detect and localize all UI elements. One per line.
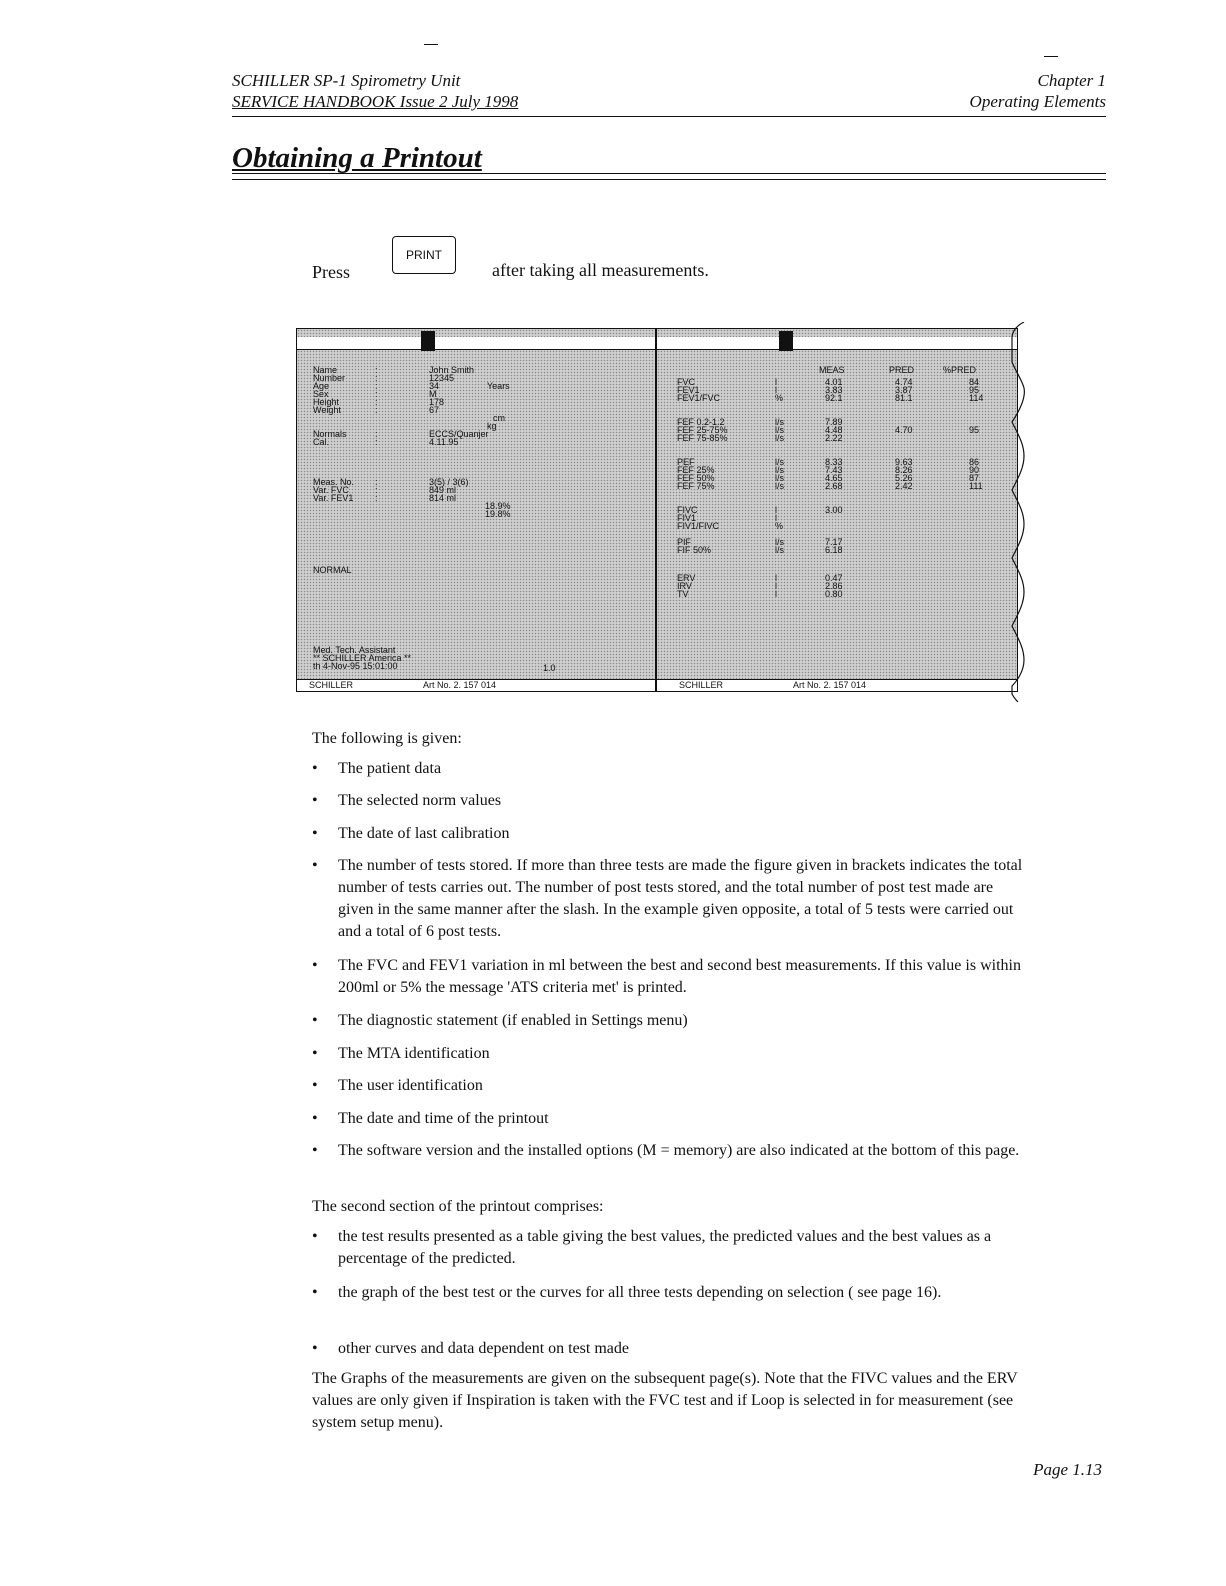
list-item: • The date of last calibration (312, 823, 1024, 845)
result-unit: l (775, 505, 777, 515)
variation-percent: 19.8% (485, 509, 511, 519)
result-predicted: 81.1 (895, 393, 913, 403)
user-identification: Med. Tech. Assistant (313, 645, 396, 655)
paper-marker (421, 331, 435, 351)
result-predicted: 5.26 (895, 473, 913, 483)
result-predicted: 9.63 (895, 457, 913, 467)
institution-identification: ** SCHILLER America ** (313, 653, 412, 663)
result-measured: 7.89 (825, 417, 843, 427)
list-item: • the graph of the best test or the curves for all three tests depending on selection ( see page 16). (312, 1282, 1024, 1304)
diagnostic-statement: NORMAL (313, 565, 352, 575)
result-parameter: FVC (677, 377, 695, 387)
result-parameter: PIF (677, 537, 692, 547)
header-right (970, 70, 1106, 112)
list-item: • The diagnostic statement (if enabled in Settings menu) (312, 1010, 1024, 1032)
result-unit: l (775, 513, 777, 523)
result-unit: l/s (775, 417, 784, 427)
paper-marker (779, 331, 793, 351)
patient-field-label: Meas. No. (313, 477, 355, 487)
result-predicted: 4.70 (895, 425, 913, 435)
printout-datetime: th 4-Nov-95 15:01:00 (313, 661, 398, 671)
field-separator: : (375, 437, 378, 447)
field-separator: : (375, 405, 378, 415)
field-separator: : (375, 373, 378, 383)
result-measured: 92.1 (825, 393, 843, 403)
result-parameter: FIV1 (677, 513, 697, 523)
after-text: after taking all measurements. (492, 260, 709, 280)
title-rule (232, 173, 1106, 174)
patient-field-value: 849 ml (429, 485, 457, 495)
result-measured: 4.65 (825, 473, 843, 483)
result-percent-predicted: 111 (969, 481, 983, 491)
printout-footer-right (656, 680, 1018, 692)
patient-field-unit: cm (493, 413, 505, 423)
result-parameter: FEF 25-75% (677, 425, 728, 435)
footer-artno: Art No. 2. 157 014 (793, 680, 867, 690)
result-unit: l (775, 573, 777, 583)
result-measured: 3.00 (825, 505, 843, 515)
result-unit: % (775, 521, 784, 531)
patient-field-value: 3(5) / 3(6) (429, 477, 469, 487)
result-measured: 8.33 (825, 457, 843, 467)
result-measured: 7.43 (825, 465, 843, 475)
result-unit: l/s (775, 537, 784, 547)
press-text: Press (312, 262, 351, 282)
paper-curl-icon (1006, 322, 1036, 702)
result-unit: l (775, 377, 777, 387)
list-item: • The number of tests stored. If more than three tests are made the figure given in brackets indicates the total number of tests carries out. The number of post tests stored, and the total number of post test made are given in the same manner after the slash. In the example given opposite, a total of 5 tests were carried out and a total of 6 post tests. (312, 855, 1024, 943)
header-issue: SERVICE HANDBOOK Issue 2 July 1998 (232, 92, 519, 111)
patient-field-label: Height (313, 397, 340, 407)
list-item: • The MTA identification (312, 1043, 1024, 1065)
patient-field-label: Cal. (313, 437, 330, 447)
header-mark (1044, 56, 1058, 57)
result-percent-predicted: 90 (969, 465, 980, 475)
result-unit: % (775, 393, 784, 403)
list-item: • other curves and data dependent on test made (312, 1338, 1024, 1360)
paper-top-strip (297, 337, 655, 350)
result-parameter: TV (677, 589, 689, 599)
field-separator: : (375, 381, 378, 391)
result-parameter: FEV1/FVC (677, 393, 721, 403)
result-measured: 4.48 (825, 425, 843, 435)
result-parameter: FIF 50% (677, 545, 712, 555)
patient-field-unit: Years (487, 381, 510, 391)
result-percent-predicted: 95 (969, 385, 980, 395)
patient-field-label: Age (313, 381, 330, 391)
result-unit: l (775, 589, 777, 599)
patient-field-value: 67 (429, 405, 440, 415)
patient-field-label: Var. FEV1 (313, 493, 354, 503)
result-measured: 4.01 (825, 377, 843, 387)
closing-paragraph: The Graphs of the measurements are given on the subsequent page(s). Note that the FIVC values and the ERV values are only given if Inspiration is taken with the FVC test and if Loop is selected in for measurement (see system setup menu). (312, 1370, 1018, 1431)
list-item: • The software version and the installed options (M = memory) are also indicated at the bottom of this page. (312, 1140, 1024, 1162)
result-percent-predicted: 95 (969, 425, 980, 435)
result-parameter: FEF 75% (677, 481, 715, 491)
list-item: • The FVC and FEV1 variation in ml between the best and second best measurements. If this value is within 200ml or 5% the message 'ATS criteria met' is printed. (312, 955, 1024, 999)
result-unit: l/s (775, 545, 784, 555)
result-predicted: 8.26 (895, 465, 913, 475)
variation-percent: 18.9% (485, 501, 511, 511)
result-measured: 2.86 (825, 581, 843, 591)
result-parameter: ERV (677, 573, 696, 583)
software-version: 1.0 (543, 663, 556, 673)
header-section: Operating Elements (969, 92, 1106, 111)
patient-field-value: 12345 (429, 373, 455, 383)
result-measured: 2.22 (825, 433, 843, 443)
result-parameter: FIV1/FIVC (677, 521, 720, 531)
second-intro-text: The second section of the printout comprises: (312, 1198, 604, 1215)
field-separator: : (375, 397, 378, 407)
patient-field-label: Var. FVC (313, 485, 349, 495)
patient-field-label: Name (313, 365, 338, 375)
result-unit: l/s (775, 457, 784, 467)
field-separator: : (375, 485, 378, 495)
header-left (232, 70, 518, 112)
result-unit: l/s (775, 433, 784, 443)
result-measured: 0.47 (825, 573, 843, 583)
patient-field-value: ECCS/Quanjer (429, 429, 489, 439)
printout-left-panel (296, 328, 656, 680)
result-percent-predicted: 114 (969, 393, 984, 403)
patient-field-value: 4.11.95 (429, 437, 459, 447)
header-mark (424, 44, 438, 45)
result-measured: 0.80 (825, 589, 843, 599)
list-item: • The date and time of the printout (312, 1108, 1024, 1130)
result-unit: l/s (775, 465, 784, 475)
field-separator: : (375, 477, 378, 487)
field-separator: : (375, 365, 378, 375)
printout-footer-left (296, 680, 656, 692)
patient-field-value: 34 (429, 381, 440, 391)
printout-figure (296, 328, 1024, 692)
list-item: • The user identification (312, 1075, 1024, 1097)
field-separator: : (375, 429, 378, 439)
column-header-meas: MEAS (819, 365, 845, 375)
header-product: SCHILLER SP-1 Spirometry Unit (232, 71, 461, 90)
result-unit: l/s (775, 425, 784, 435)
column-header-pred: PRED (889, 365, 915, 375)
result-percent-predicted: 84 (969, 377, 980, 387)
result-predicted: 4.74 (895, 377, 913, 387)
footer-artno: Art No. 2. 157 014 (423, 680, 497, 690)
result-parameter: FIVC (677, 505, 698, 515)
header-rule (232, 116, 1106, 117)
paper-top-strip (657, 337, 1017, 350)
result-predicted: 2.42 (895, 481, 913, 491)
print-key-icon: PRINT (392, 236, 456, 274)
patient-field-value: M (429, 389, 437, 399)
footer-brand: SCHILLER (679, 680, 724, 690)
patient-field-unit: kg (487, 421, 497, 431)
result-unit: l (775, 581, 777, 591)
patient-field-value: 178 (429, 397, 445, 407)
field-separator: : (375, 389, 378, 399)
result-percent-predicted: 86 (969, 457, 980, 467)
result-predicted: 3.87 (895, 385, 913, 395)
result-parameter: PEF (677, 457, 695, 467)
header-chapter: Chapter 1 (1037, 71, 1106, 90)
result-unit: l/s (775, 481, 784, 491)
list-item: • The selected norm values (312, 790, 1024, 812)
patient-field-label: Sex (313, 389, 329, 399)
result-unit: l/s (775, 473, 784, 483)
page-title: Obtaining a Printout (232, 142, 482, 174)
patient-field-label: Weight (313, 405, 341, 415)
footer-brand: SCHILLER (309, 680, 354, 690)
column-header-pctpred: %PRED (943, 365, 977, 375)
result-measured: 6.18 (825, 545, 843, 555)
result-parameter: FEF 25% (677, 465, 715, 475)
patient-field-value: 814 ml (429, 493, 457, 503)
result-parameter: FEF 0.2-1.2 (677, 417, 725, 427)
field-separator: : (375, 493, 378, 503)
list-item: • The patient data (312, 758, 1024, 780)
printout-right-panel (656, 328, 1018, 680)
result-measured: 3.83 (825, 385, 843, 395)
result-unit: l (775, 385, 777, 395)
intro-text: The following is given: (312, 730, 462, 747)
result-measured: 7.17 (825, 537, 843, 547)
patient-field-value: John Smith (429, 365, 475, 375)
title-rule (232, 179, 1106, 180)
result-parameter: FEF 50% (677, 473, 715, 483)
result-parameter: FEV1 (677, 385, 700, 395)
list-item: • the test results presented as a table giving the best values, the predicted values and the best values as a percentage of the predicted. (312, 1226, 1024, 1270)
patient-field-label: Number (313, 373, 346, 383)
result-parameter: IRV (677, 581, 692, 591)
patient-field-label: Normals (313, 429, 347, 439)
result-parameter: FEF 75-85% (677, 433, 728, 443)
result-percent-predicted: 87 (969, 473, 980, 483)
page-number: Page 1.13 (1033, 1460, 1102, 1479)
result-measured: 2.68 (825, 481, 843, 491)
